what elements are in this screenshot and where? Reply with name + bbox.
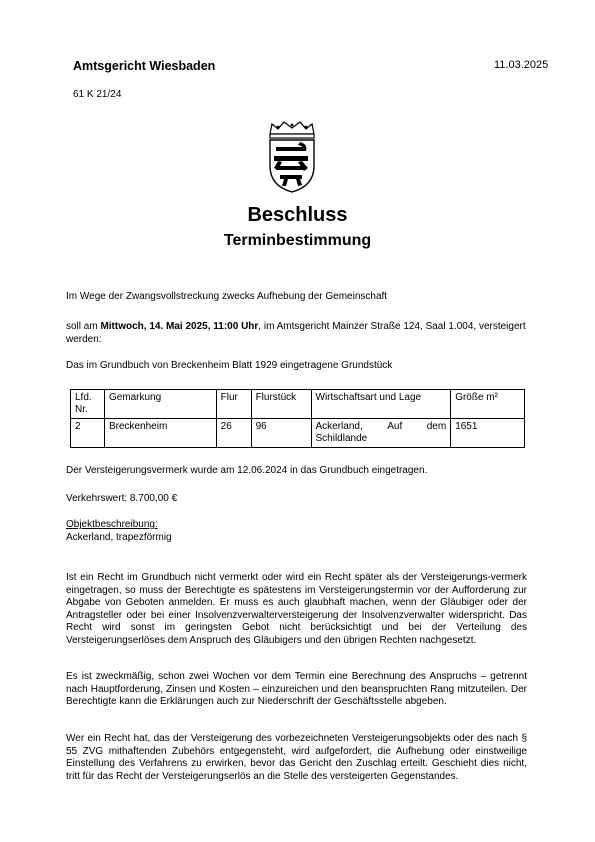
table-header-cell: Größe m² [451, 390, 525, 419]
appointment-suffix: , im Amtsgericht Mainzer Straße 124, Saal 1.004, versteigert werden: [66, 321, 526, 345]
property-table [70, 389, 525, 448]
case-number: 61 K 21/24 [73, 89, 122, 100]
intro-text: Im Wege der Zwangsvollstreckung zwecks Aufhebung der Gemeinschaft [66, 291, 388, 302]
objektbeschreibung [66, 519, 527, 544]
paragraph-berechnung: Es ist zweckmäßig, schon zwei Wochen vor dem Termin eine Berechnung des Anspruchs – getrennt nach Hauptforderung, Zinsen und Kosten – einzureichen und den beanspruchten Rang mitzuteilen. Der Berechtigte kann die Erklärungen auch zur Niederschrift der Geschäftsstelle abgeben. [66, 671, 527, 707]
verkehrswert-text: Verkehrswert: 8.700,00 € [66, 493, 178, 504]
appointment-prefix: soll am [66, 321, 101, 332]
table-header-cell: Gemarkung [104, 390, 216, 419]
cell-flurstueck: 96 [251, 419, 311, 448]
cell-wirtschaftsart [311, 419, 451, 448]
appointment-text [66, 321, 527, 346]
document-date: 11.03.2025 [494, 59, 549, 71]
cell-flur: 26 [216, 419, 251, 448]
table-header-cell: Flurstück [251, 390, 311, 419]
objektbeschreibung-label: Objektbeschreibung: [66, 519, 158, 530]
cell-lfd-nr: 2 [71, 419, 105, 448]
table-header-cell: Flur [216, 390, 251, 419]
lage-rest: Schildlande [315, 433, 368, 444]
table-header-cell: Lfd. Nr. [71, 390, 105, 419]
cell-gemarkung: Breckenheim [104, 419, 216, 448]
lage-word: Auf [387, 421, 403, 432]
lage-word: dem [426, 421, 447, 432]
cell-groesse: 1651 [451, 419, 525, 448]
document-title: Beschluss [247, 204, 348, 226]
table-header-cell: Wirtschaftsart und Lage [311, 390, 451, 419]
vermerk-text: Der Versteigerungsvermerk wurde am 12.06.2024 in das Grundbuch eingetragen. [66, 465, 428, 476]
paragraph-aufhebung: Wer ein Recht hat, das der Versteigerung des vorbezeichneten Versteigerungsobjekts oder des nach § 55 ZVG mithaftenden Zubehörs entgegensteht, wird aufgefordert, die Aufhebung oder einstweilige Einstellung des Verfahrens zu erwirken, bevor das Gericht den Zuschlag erteilt. Geschieht dies nicht, tritt für das Recht der Versteigerungserlös an die Stelle des versteigerten Gegenstandes. [66, 733, 527, 782]
property-intro: Das im Grundbuch von Breckenheim Blatt 1929 eingetragene Grundstück [66, 360, 393, 371]
hesse-coat-of-arms-icon [262, 120, 322, 194]
table-header-row [71, 390, 525, 419]
table-row [71, 419, 525, 448]
court-name: Amtsgericht Wiesbaden [73, 59, 216, 73]
document-subtitle: Terminbestimmung [223, 232, 372, 249]
lage-word: Ackerland, [315, 421, 363, 432]
objektbeschreibung-text: Ackerland, trapezförmig [66, 531, 172, 543]
paragraph-anmeldung: Ist ein Recht im Grundbuch nicht vermerkt oder wird ein Recht später als der Versteigerungs-vermerk eingetragen, so muss der Berechtigte es spätestens im Versteigerungstermin vor der Aufforderung zur Abgabe von Geboten anmelden. Er muss es auch glaubhaft machen, wenn der Gläubiger oder der Antragsteller oder bei einer Insolvenzverwalterversteigerung der Insolvenzverwalter widerspricht. Das Recht wird sonst im geringsten Gebot nicht berücksichtigt und bei der Verteilung des Versteigerungserlöses dem Anspruch des Gläubigers und den übrigen Rechten nachgesetzt. [66, 572, 527, 646]
appointment-datetime: Mittwoch, 14. Mai 2025, 11:00 Uhr [100, 321, 259, 332]
